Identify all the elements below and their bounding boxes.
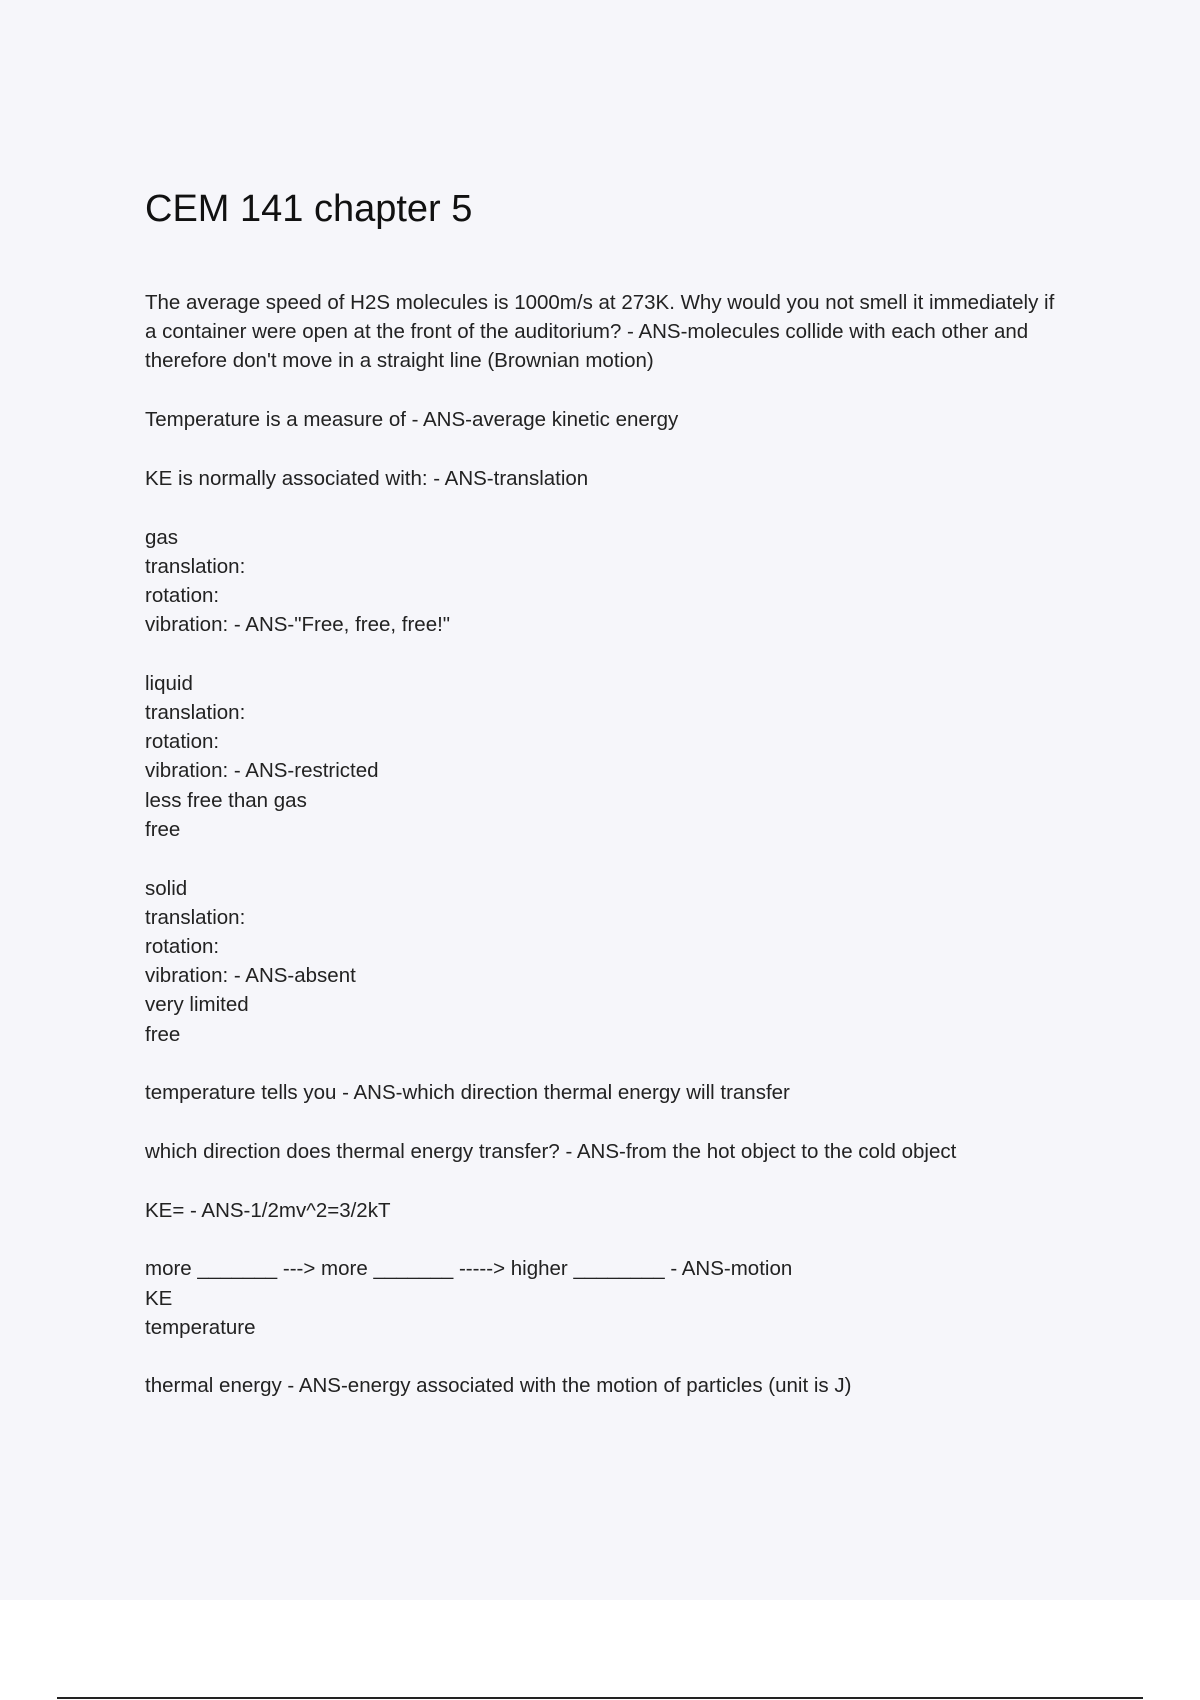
qa-line: translation: xyxy=(145,905,246,929)
qa-block-thermal-energy xyxy=(145,1371,1065,1400)
footer-divider xyxy=(57,1697,1143,1699)
qa-text: temperature tells you - ANS-which direction thermal energy will transfer xyxy=(145,1081,790,1105)
qa-line: rotation: xyxy=(145,934,220,958)
qa-text: thermal energy - ANS-energy associated with the motion of particles (unit is J) xyxy=(145,1374,852,1398)
qa-line: more _______ ---> more _______ -----> higher ________ - ANS-motion xyxy=(145,1257,793,1281)
page-title: CEM 141 chapter 5 xyxy=(145,188,473,230)
qa-line: vibration: - ANS-"Free, free, free!" xyxy=(145,613,451,637)
qa-block-ke-association xyxy=(145,464,1065,493)
qa-line: KE xyxy=(145,1286,173,1310)
qa-line: very limited xyxy=(145,993,249,1017)
qa-block-temperature-measure xyxy=(145,405,1065,434)
qa-text: KE is normally associated with: - ANS-translation xyxy=(145,466,589,490)
qa-line: less free than gas xyxy=(145,788,307,812)
qa-line: free xyxy=(145,1022,181,1046)
qa-line: rotation: xyxy=(145,730,220,754)
qa-line: liquid xyxy=(145,671,193,695)
qa-block-temperature-tells xyxy=(145,1078,1065,1107)
qa-block-liquid xyxy=(145,669,1065,844)
qa-text: The average speed of H2S molecules is 1000m/s at 273K. Why would you not smell it immediately if a container were open at the front of the auditorium? - ANS-molecules collide with each other and therefore don't move in a straight line (Brownian motion) xyxy=(145,291,1055,373)
qa-block-gas xyxy=(145,523,1065,640)
qa-line: solid xyxy=(145,876,188,900)
qa-block-ke-formula xyxy=(145,1196,1065,1225)
qa-block-fill-in-blank xyxy=(145,1254,1065,1342)
qa-line: rotation: xyxy=(145,583,220,607)
qa-line: translation: xyxy=(145,554,246,578)
qa-line: translation: xyxy=(145,701,246,725)
qa-text: Temperature is a measure of - ANS-average kinetic energy xyxy=(145,408,679,432)
qa-line: vibration: - ANS-restricted xyxy=(145,759,379,783)
qa-block-brownian-motion xyxy=(145,288,1065,376)
qa-block-energy-direction xyxy=(145,1137,1065,1166)
document-content xyxy=(145,183,1065,1430)
qa-line: free xyxy=(145,817,181,841)
qa-block-solid xyxy=(145,874,1065,1049)
qa-text: which direction does thermal energy transfer? - ANS-from the hot object to the cold object xyxy=(145,1139,957,1163)
qa-line: vibration: - ANS-absent xyxy=(145,964,356,988)
qa-line: temperature xyxy=(145,1315,256,1339)
qa-text: KE= - ANS-1/2mv^2=3/2kT xyxy=(145,1198,391,1222)
qa-line: gas xyxy=(145,525,179,549)
